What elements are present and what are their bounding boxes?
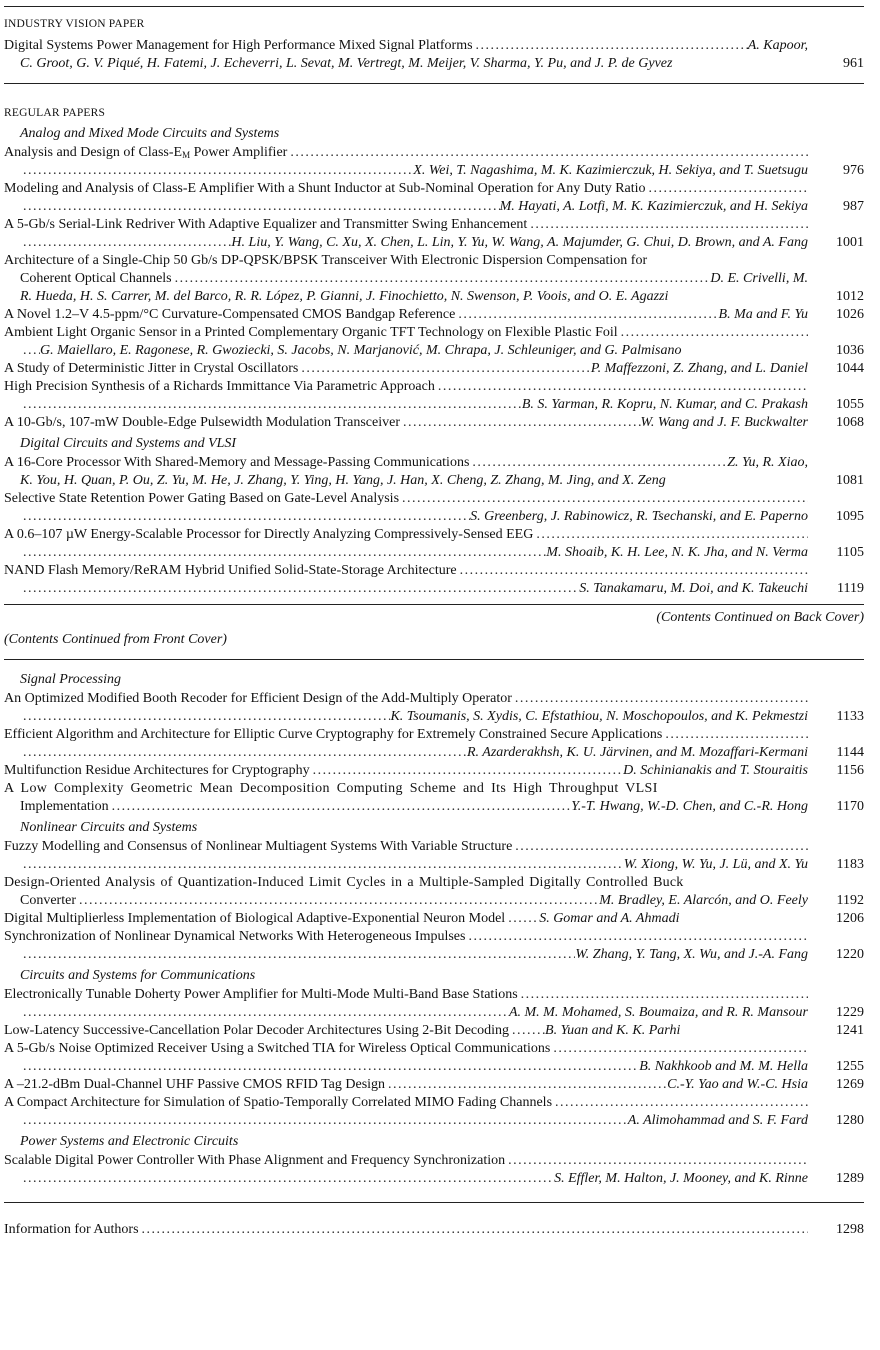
entry-title: A Study of Deterministic Jitter in Crystal Oscillators	[4, 361, 299, 376]
entry-page: 1068	[836, 415, 864, 430]
subsection-title: Digital Circuits and Systems and VLSI	[20, 436, 237, 451]
entry-page: 1269	[836, 1077, 864, 1092]
entry-title: Fuzzy Modelling and Consensus of Nonlinear Multiagent Systems With Variable Structure	[4, 839, 513, 854]
entry-page: 1183	[836, 857, 864, 872]
entry-title: A –21.2-dBm Dual-Channel UHF Passive CMOS RFID Tag Design	[4, 1077, 386, 1092]
entry-page: 1133	[836, 709, 864, 724]
entry-authors: K. You, H. Quan, P. Ou, Z. Yu, M. He, J. Zhang, Y. Ying, H. Yang, J. Han, X. Cheng, Z. Zhang, M. Jing, and X. Zeng	[20, 473, 666, 488]
entry-title: Electronically Tunable Doherty Power Amplifier for Multi-Mode Multi-Band Base Stations	[4, 987, 518, 1002]
entry-page: 1012	[836, 289, 864, 304]
entry-title: NAND Flash Memory/ReRAM Hybrid Unified Solid-State-Storage Architecture	[4, 563, 457, 578]
subsection-title: Nonlinear Circuits and Systems	[20, 820, 198, 835]
entry-title: Implementation	[20, 799, 109, 814]
entry-page: 1156	[836, 763, 864, 778]
subsection-title: Power Systems and Electronic Circuits	[20, 1134, 239, 1149]
entry-authors: B. Nakhkoob and M. M. Hella	[639, 1059, 808, 1074]
entry-title: Digital Multiplierless Implementation of Biological Adaptive-Exponential Neuron Model	[4, 911, 506, 926]
entry-title: Ambient Light Organic Sensor in a Printed Complementary Organic TFT Technology on Flexible Plastic Foil	[4, 325, 618, 340]
toc-entry[interactable]	[4, 690, 864, 726]
toc-entry[interactable]	[4, 306, 864, 324]
entry-page: 1036	[836, 343, 864, 358]
toc-entry[interactable]	[4, 726, 864, 762]
section-rule	[4, 604, 864, 605]
toc-entry[interactable]	[4, 1221, 864, 1239]
toc-entry[interactable]	[4, 324, 864, 360]
subsection-title: Circuits and Systems for Communications	[20, 968, 256, 983]
entry-title: Multifunction Residue Architectures for Cryptography	[4, 763, 310, 778]
entry-page: 1280	[836, 1113, 864, 1128]
entry-page: 1144	[836, 745, 864, 760]
entry-authors: A. M. M. Mohamed, S. Boumaiza, and R. R. Mansour	[508, 1005, 808, 1020]
entry-page: 1119	[837, 581, 864, 596]
entry-title: Low-Latency Successive-Cancellation Polar Decoder Architectures Using 2-Bit Decoding	[4, 1023, 510, 1038]
entry-page: 1241	[836, 1023, 864, 1038]
entry-authors: M. Shoaib, K. H. Lee, N. K. Jha, and N. Verma	[546, 545, 808, 560]
entry-title: Digital Systems Power Management for High Performance Mixed Signal Platforms	[4, 38, 473, 53]
toc-entry[interactable]	[4, 1152, 864, 1188]
entry-page: 1044	[836, 361, 864, 376]
entry-authors: A. Alimohammad and S. F. Fard	[627, 1113, 808, 1128]
entry-title: Coherent Optical Channels	[20, 271, 172, 286]
toc-entry[interactable]	[4, 378, 864, 414]
entry-title: A 0.6–107 µW Energy-Scalable Processor for Directly Analyzing Compressively-Sensed EEG	[4, 527, 534, 542]
toc-entry[interactable]	[4, 1022, 864, 1040]
entry-page: 1220	[836, 947, 864, 962]
entry-title: Modeling and Analysis of Class-E Amplifier With a Shunt Inductor at Sub-Nominal Operation for Any Duty Ratio	[4, 181, 646, 196]
entry-authors: G. Maiellaro, E. Ragonese, R. Gwoziecki, S. Jacobs, N. Marjanović, M. Chrapa, J. Schleuniger, and G. Palmisano	[40, 343, 682, 358]
toc-entry[interactable]	[4, 180, 864, 216]
entry-authors: M. Hayati, A. Lotfi, M. K. Kazimierczuk, and H. Sekiya	[499, 199, 808, 214]
entry-authors: M. Bradley, E. Alarcón, and O. Feely	[599, 893, 808, 908]
entry-page: 1229	[836, 1005, 864, 1020]
entry-authors: W. Wang and J. F. Buckwalter	[640, 415, 808, 430]
entry-authors: A. Kapoor,	[747, 38, 808, 53]
entry-page: 1055	[836, 397, 864, 412]
entry-page: 1289	[836, 1171, 864, 1186]
entry-authors: C.-Y. Yao and W.-C. Hsia	[667, 1077, 808, 1092]
toc-entry[interactable]	[4, 454, 864, 490]
top-rule	[4, 6, 864, 7]
entry-page: 1255	[836, 1059, 864, 1074]
toc-entry[interactable]	[4, 762, 864, 780]
entry-page: 1170	[836, 799, 864, 814]
entry-title: A Compact Architecture for Simulation of Spatio-Temporally Correlated MIMO Fading Channels	[4, 1095, 553, 1110]
entry-page: 1001	[836, 235, 864, 250]
entry-title: Efficient Algorithm and Architecture for Elliptic Curve Cryptography for Extremely Constrained Secure Applications	[4, 727, 663, 742]
toc-entry[interactable]	[4, 144, 864, 180]
entry-title: Synchronization of Nonlinear Dynamical Networks With Heterogeneous Impulses	[4, 929, 466, 944]
entry-title: A Low Complexity Geometric Mean Decomposition Computing Scheme and Its High Throughput VLSI	[4, 781, 658, 796]
entry-page: 1095	[836, 509, 864, 524]
entry-authors: B. Ma and F. Yu	[718, 307, 808, 322]
entry-authors: K. Tsoumanis, S. Xydis, C. Efstathiou, N. Moschopoulos, and K. Pekmestzi	[390, 709, 808, 724]
subsection-title: Analog and Mixed Mode Circuits and Systems	[20, 126, 280, 141]
entry-authors: W. Xiong, W. Yu, J. Lü, and X. Yu	[623, 857, 808, 872]
entry-title: High Precision Synthesis of a Richards Immittance Via Parametric Approach	[4, 379, 435, 394]
section-rule	[4, 83, 864, 84]
entry-authors: S. Gomar and A. Ahmadi	[539, 911, 680, 926]
toc-entry[interactable]	[4, 928, 864, 964]
entry-page: 1298	[836, 1222, 864, 1237]
toc-entry[interactable]	[4, 562, 864, 598]
toc-entry[interactable]	[4, 1094, 864, 1130]
entry-authors: C. Groot, G. V. Piqué, H. Fatemi, J. Echeverri, L. Sevat, M. Vertregt, M. Meijer, V. Sharma, Y. Pu, and J. P. de Gyvez	[20, 56, 673, 71]
entry-authors: Z. Yu, R. Xiao,	[727, 455, 808, 470]
entry-authors: D. E. Crivelli, M.	[710, 271, 808, 286]
toc-entry[interactable]	[4, 838, 864, 874]
toc-entry[interactable]	[4, 1076, 864, 1094]
toc-entry[interactable]	[4, 360, 864, 378]
entry-title: Information for Authors	[4, 1222, 139, 1237]
toc-entry[interactable]	[4, 37, 864, 73]
entry-authors: S. Greenberg, J. Rabinowicz, R. Tsechanski, and E. Paperno	[470, 509, 808, 524]
entry-authors: B. S. Yarman, R. Kopru, N. Kumar, and C. Prakash	[521, 397, 808, 412]
industry-heading: INDUSTRY VISION PAPER	[4, 18, 145, 30]
toc-entry[interactable]	[4, 414, 864, 432]
subsection-title: Signal Processing	[20, 672, 121, 687]
entry-authors: B. Yuan and K. K. Parhi	[545, 1023, 681, 1038]
entry-authors: S. Effler, M. Halton, J. Mooney, and K. Rinne	[554, 1171, 808, 1186]
entry-title: A 16-Core Processor With Shared-Memory and Message-Passing Communications	[4, 455, 470, 470]
entry-title: Scalable Digital Power Controller With Phase Alignment and Frequency Synchronization	[4, 1153, 506, 1168]
toc-entry[interactable]	[4, 986, 864, 1022]
toc-entry[interactable]	[4, 490, 864, 526]
continued-front-note: (Contents Continued from Front Cover)	[4, 632, 227, 647]
toc-entry[interactable]	[4, 1040, 864, 1076]
entry-title: Analysis and Design of Class-$E_M$ Power Amplifier	[4, 145, 288, 160]
entry-title: An Optimized Modified Booth Recoder for Efficient Design of the Add-Multiply Operator	[4, 691, 512, 706]
toc-entry[interactable]	[4, 874, 864, 910]
entry-authors: S. Tanakamaru, M. Doi, and K. Takeuchi	[579, 581, 808, 596]
entry-page: 987	[843, 199, 864, 214]
entry-page: 976	[843, 163, 864, 178]
entry-authors: R. Azarderakhsh, K. U. Järvinen, and M. Mozaffari-Kermani	[466, 745, 808, 760]
entry-page: 1026	[836, 307, 864, 322]
entry-title: A Novel 1.2–V 4.5-ppm/°C Curvature-Compensated CMOS Bandgap Reference	[4, 307, 456, 322]
entry-title: A 10-Gb/s, 107-mW Double-Edge Pulsewidth Modulation Transceiver	[4, 415, 400, 430]
entry-authors: D. Schinianakis and T. Stouraitis	[623, 763, 808, 778]
toc-entry[interactable]	[4, 216, 864, 252]
entry-title: A 5-Gb/s Noise Optimized Receiver Using a Switched TIA for Wireless Optical Communications	[4, 1041, 551, 1056]
entry-authors: H. Liu, Y. Wang, C. Xu, X. Chen, L. Lin, Y. Yu, W. Wang, A. Majumder, G. Chui, D. Brown, and A. Fang	[231, 235, 808, 250]
entry-title: A 5-Gb/s Serial-Link Redriver With Adaptive Equalizer and Transmitter Swing Enhancement	[4, 217, 528, 232]
entry-authors: P. Maffezzoni, Z. Zhang, and L. Daniel	[590, 361, 808, 376]
table-of-contents	[4, 0, 864, 1239]
entry-title: Design-Oriented Analysis of Quantization-Induced Limit Cycles in a Multiple-Sampled Digitally Controlled Buck	[4, 875, 684, 890]
regular-heading: REGULAR PAPERS	[4, 107, 106, 119]
entry-page: 1081	[836, 473, 864, 488]
entry-authors: R. Hueda, H. S. Carrer, M. del Barco, R. R. López, P. Gianni, J. Finochietto, N. Swenson, P. Voois, and O. E. Agazzi	[20, 289, 669, 304]
continued-back-note: (Contents Continued on Back Cover)	[656, 610, 864, 625]
entry-title: Converter	[20, 893, 76, 908]
toc-entry[interactable]	[4, 910, 864, 928]
toc-entry[interactable]	[4, 252, 864, 306]
toc-entry[interactable]	[4, 526, 864, 562]
entry-authors: Y.-T. Hwang, W.-D. Chen, and C.-R. Hong	[571, 799, 808, 814]
toc-entry[interactable]	[4, 780, 864, 816]
entry-title: Architecture of a Single-Chip 50 Gb/s DP-QPSK/BPSK Transceiver With Electronic Dispersion Compensation for	[4, 253, 648, 268]
entry-page: 1192	[836, 893, 864, 908]
entry-page: 961	[843, 56, 864, 71]
entry-page: 1105	[836, 545, 864, 560]
entry-page: 1206	[836, 911, 864, 926]
entry-authors: W. Zhang, Y. Tang, X. Wu, and J.-A. Fang	[575, 947, 808, 962]
entry-title: Selective State Retention Power Gating Based on Gate-Level Analysis	[4, 491, 400, 506]
entry-authors: X. Wei, T. Nagashima, M. K. Kazimierczuk, H. Sekiya, and T. Suetsugu	[413, 163, 808, 178]
